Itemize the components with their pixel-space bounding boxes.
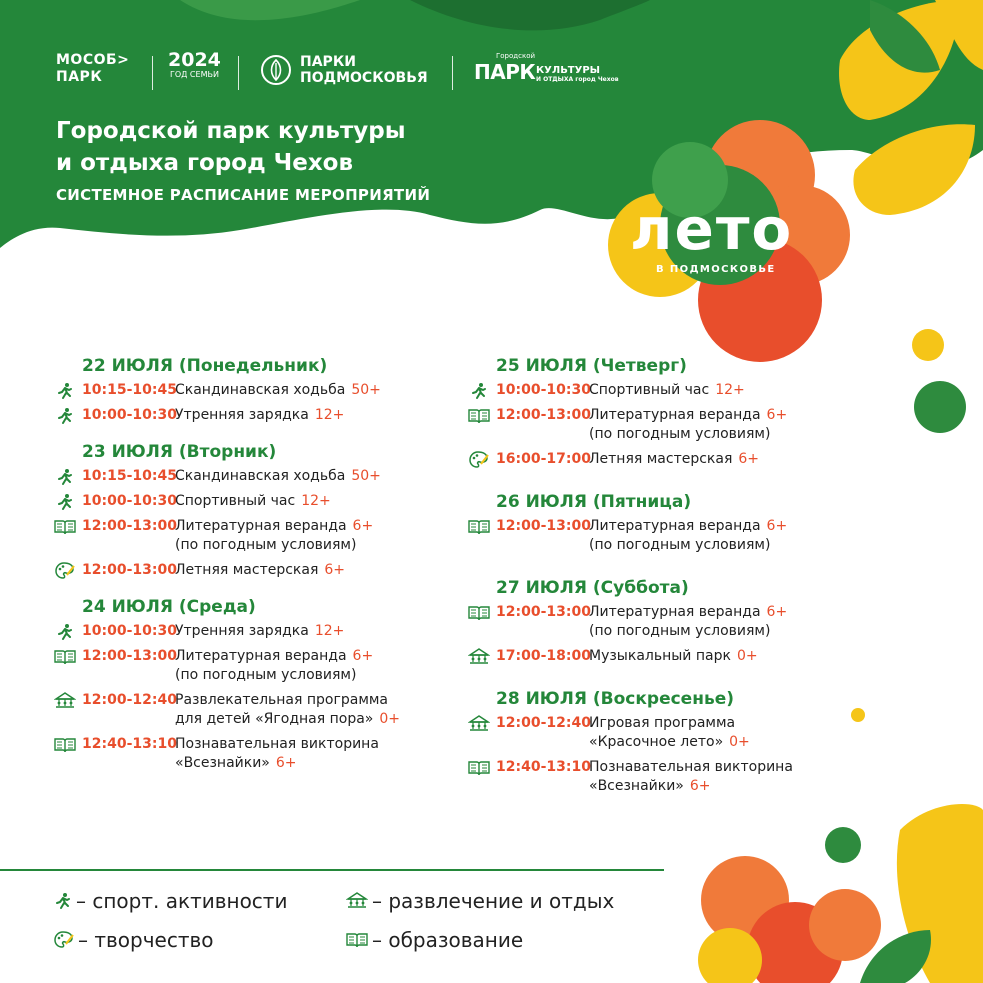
age-badge: 6+	[352, 518, 374, 534]
event-row	[54, 691, 444, 729]
event-time: 12:00-12:40	[82, 692, 177, 708]
event-name-text: Познавательная викторина	[589, 759, 793, 775]
leaf-circle-icon	[260, 54, 292, 86]
book-icon	[54, 647, 76, 666]
book-icon	[468, 517, 490, 536]
event-time: 16:00-17:00	[496, 451, 591, 467]
event-name-line	[175, 622, 444, 641]
legend-fun	[346, 889, 614, 913]
event-time: 10:00-10:30	[82, 407, 177, 423]
event-name-line	[589, 536, 818, 555]
event-name-text: Литературная веранда	[589, 604, 761, 620]
event-name	[589, 758, 818, 796]
day-block	[54, 596, 444, 773]
day-block	[468, 688, 818, 796]
day-block	[468, 577, 818, 666]
legend-art	[54, 928, 214, 952]
day-title: 22 ИЮЛЯ (Понедельник)	[82, 356, 328, 376]
age-badge: 6+	[352, 648, 374, 664]
event-name-line	[589, 777, 818, 796]
event-name	[175, 406, 444, 425]
day-block	[54, 441, 444, 580]
event-name-line	[175, 647, 444, 666]
book-icon	[468, 406, 490, 425]
event-name-text: Игровая программа	[589, 715, 736, 731]
event-name-line	[589, 381, 818, 400]
run-icon	[54, 406, 76, 425]
logo-2024-year: 2024	[168, 49, 221, 71]
book-icon	[54, 517, 76, 536]
event-time: 12:00-13:00	[496, 518, 591, 534]
event-name-line	[175, 381, 444, 400]
event-name-line	[175, 517, 444, 536]
event-name-text: Музыкальный парк	[589, 648, 731, 664]
event-name-text: «Всезнайки»	[175, 755, 270, 771]
palette-icon	[468, 450, 490, 469]
event-time: 10:15-10:45	[82, 468, 177, 484]
leto-logo-word: лето	[630, 195, 794, 263]
page-title	[56, 115, 406, 179]
age-badge: 0+	[736, 648, 758, 664]
event-name-text: Развлекательная программа	[175, 692, 389, 708]
event-name-text: Скандинавская ходьба	[175, 382, 346, 398]
event-name-line	[175, 691, 444, 710]
run-icon	[54, 892, 72, 910]
event-name-text: Утренняя зарядка	[175, 623, 309, 639]
event-name	[589, 406, 818, 444]
run-icon	[468, 381, 490, 400]
legend-edu-label: – образование	[372, 928, 524, 952]
event-name	[589, 517, 818, 555]
event-name-line	[589, 733, 818, 752]
title-line-1: Городской парк культуры	[56, 118, 406, 144]
carousel-icon	[468, 647, 490, 666]
day-title: 23 ИЮЛЯ (Вторник)	[82, 442, 277, 462]
event-name-text: Летняя мастерская	[589, 451, 733, 467]
carousel-icon	[54, 691, 76, 710]
event-name-text: Утренняя зарядка	[175, 407, 309, 423]
palette-icon	[54, 931, 74, 949]
logo-parki-line2: ПОДМОСКОВЬЯ	[300, 70, 428, 86]
age-badge: 6+	[738, 451, 760, 467]
run-icon	[54, 381, 76, 400]
day-title: 24 ИЮЛЯ (Среда)	[82, 597, 256, 617]
event-name-text: «Красочное лето»	[589, 734, 724, 750]
legend-art-label: – творчество	[78, 928, 214, 952]
event-name-line	[175, 536, 444, 555]
age-badge: 0+	[379, 711, 400, 727]
event-row	[54, 467, 444, 486]
event-name-line	[589, 517, 818, 536]
age-badge: 6+	[766, 604, 788, 620]
day-block	[468, 355, 818, 469]
event-name-line	[589, 425, 818, 444]
age-badge: 6+	[766, 407, 788, 423]
event-row	[54, 622, 444, 641]
logo-separator	[238, 56, 239, 90]
event-row	[54, 647, 444, 685]
day-title: 27 ИЮЛЯ (Суббота)	[496, 578, 689, 598]
event-name-text: Скандинавская ходьба	[175, 468, 346, 484]
day-title: 28 ИЮЛЯ (Воскресенье)	[496, 689, 735, 709]
event-time: 10:00-10:30	[496, 382, 591, 398]
event-row	[54, 561, 444, 580]
legend-divider	[0, 869, 664, 871]
logo-park-kultury-text	[536, 66, 619, 84]
event-time: 12:00-12:40	[496, 715, 591, 731]
event-name	[175, 517, 444, 555]
event-time: 12:00-13:00	[82, 648, 177, 664]
leto-logo-subtitle: В ПОДМОСКОВЬЕ	[656, 264, 776, 275]
event-name	[175, 647, 444, 685]
legend-sport-label: – спорт. активности	[76, 889, 288, 913]
event-name	[175, 691, 444, 729]
event-name	[175, 561, 444, 580]
event-row	[54, 492, 444, 511]
event-row	[468, 714, 818, 752]
age-badge: 6+	[275, 755, 297, 771]
carousel-icon	[468, 714, 490, 733]
event-name-line	[589, 622, 818, 641]
event-row	[468, 647, 818, 666]
event-name-text: «Всезнайки»	[589, 778, 684, 794]
event-name-text: Литературная веранда	[175, 518, 347, 534]
event-time: 12:00-13:00	[82, 518, 177, 534]
event-name-line	[589, 406, 818, 425]
event-name	[175, 381, 444, 400]
event-name-text: (по погодным условиям)	[589, 426, 771, 442]
logo-parki-line1: ПАРКИ	[300, 54, 356, 70]
event-row	[468, 406, 818, 444]
event-name-text: Спортивный час	[175, 493, 296, 509]
event-row	[54, 406, 444, 425]
event-name-text: Литературная веранда	[175, 648, 347, 664]
schedule-column-left	[54, 355, 444, 789]
event-name-text: Литературная веранда	[589, 518, 761, 534]
title-line-2: и отдыха город Чехов	[56, 150, 354, 176]
event-name-line	[175, 561, 444, 580]
event-name	[175, 467, 444, 486]
logo-parki-podmoskovya	[260, 54, 428, 86]
event-name-text: для детей «Ягодная пора»	[175, 711, 374, 727]
green-dot-2	[825, 827, 861, 863]
age-badge: 50+	[351, 382, 381, 398]
age-badge: 6+	[766, 518, 788, 534]
event-name-line	[589, 450, 818, 469]
age-badge: 6+	[324, 562, 346, 578]
schedule-column-right	[468, 355, 818, 818]
day-title: 25 ИЮЛЯ (Четверг)	[496, 356, 687, 376]
event-name-line	[589, 647, 818, 666]
logo-park-big: ПАРК	[474, 60, 536, 84]
event-time: 12:40-13:10	[82, 736, 177, 752]
logo-park-line1: КУЛЬТУРЫ	[536, 65, 601, 76]
event-name-text: Спортивный час	[589, 382, 710, 398]
event-name	[175, 735, 444, 773]
orange-flower-petal-4	[809, 889, 881, 961]
book-icon	[54, 735, 76, 754]
event-name-text: Познавательная викторина	[175, 736, 379, 752]
green-dot-1	[914, 381, 966, 433]
page-subtitle: СИСТЕМНОЕ РАСПИСАНИЕ МЕРОПРИЯТИЙ	[56, 186, 431, 204]
event-name	[589, 450, 818, 469]
event-name-line	[589, 603, 818, 622]
logo-mosobl-park	[56, 52, 129, 86]
age-badge: 12+	[314, 407, 345, 423]
event-row	[468, 517, 818, 555]
logo-park-small: Городской	[496, 52, 536, 60]
event-name	[589, 714, 818, 752]
carousel-icon	[346, 892, 368, 910]
event-row	[54, 381, 444, 400]
legend-edu	[346, 928, 523, 952]
logo-separator	[452, 56, 453, 90]
day-block	[468, 491, 818, 555]
event-row	[468, 758, 818, 796]
event-name-text: (по погодным условиям)	[175, 537, 357, 553]
age-badge: 6+	[689, 778, 711, 794]
logo-2024	[168, 50, 221, 80]
age-badge: 50+	[351, 468, 381, 484]
event-name-line	[589, 758, 818, 777]
yellow-dot-2	[851, 708, 865, 722]
event-row	[468, 603, 818, 641]
legend-fun-label: – развлечение и отдых	[372, 889, 615, 913]
run-icon	[54, 622, 76, 641]
event-row	[468, 381, 818, 400]
event-name-line	[175, 467, 444, 486]
logo-2024-caption: ГОД СЕМЬИ	[169, 70, 219, 79]
run-icon	[54, 467, 76, 486]
run-icon	[54, 492, 76, 511]
event-time: 10:00-10:30	[82, 493, 177, 509]
age-badge: 0+	[729, 734, 750, 750]
event-name-text: (по погодным условиям)	[175, 667, 357, 683]
event-name	[589, 381, 818, 400]
logo-mosobl-line1: МОСОБ>	[56, 52, 130, 68]
logo-mosobl-line2: ПАРК	[56, 69, 103, 85]
event-name-text: (по погодным условиям)	[589, 623, 771, 639]
book-icon	[468, 603, 490, 622]
event-name-line	[589, 714, 818, 733]
event-time: 12:00-13:00	[496, 604, 591, 620]
book-icon	[468, 758, 490, 777]
event-row	[468, 450, 818, 469]
event-name	[589, 603, 818, 641]
event-name	[175, 622, 444, 641]
event-time: 12:00-13:00	[496, 407, 591, 423]
event-name-line	[175, 710, 444, 729]
event-time: 12:40-13:10	[496, 759, 591, 775]
event-name-text: Летняя мастерская	[175, 562, 319, 578]
event-row	[54, 735, 444, 773]
event-name-line	[175, 666, 444, 685]
logo-separator	[152, 56, 153, 90]
event-name-line	[175, 492, 444, 511]
event-name-line	[175, 406, 444, 425]
yellow-dot-1	[912, 329, 944, 361]
event-time: 10:00-10:30	[82, 623, 177, 639]
event-name	[589, 647, 818, 666]
palette-icon	[54, 561, 76, 580]
logo-park-line2: И ОТДЫХА город Чехов	[536, 76, 619, 83]
event-name	[175, 492, 444, 511]
event-name-text: Литературная веранда	[589, 407, 761, 423]
day-title: 26 ИЮЛЯ (Пятница)	[496, 492, 692, 512]
event-time: 17:00-18:00	[496, 648, 591, 664]
event-row	[54, 517, 444, 555]
day-block	[54, 355, 444, 425]
book-icon	[346, 932, 368, 948]
event-time: 10:15-10:45	[82, 382, 177, 398]
legend-sport	[54, 889, 287, 913]
age-badge: 12+	[301, 493, 331, 509]
age-badge: 12+	[715, 382, 745, 398]
event-name-text: (по погодным условиям)	[589, 537, 771, 553]
event-time: 12:00-13:00	[82, 562, 177, 578]
age-badge: 12+	[314, 623, 345, 639]
event-name-line	[175, 735, 444, 754]
event-name-line	[175, 754, 444, 773]
